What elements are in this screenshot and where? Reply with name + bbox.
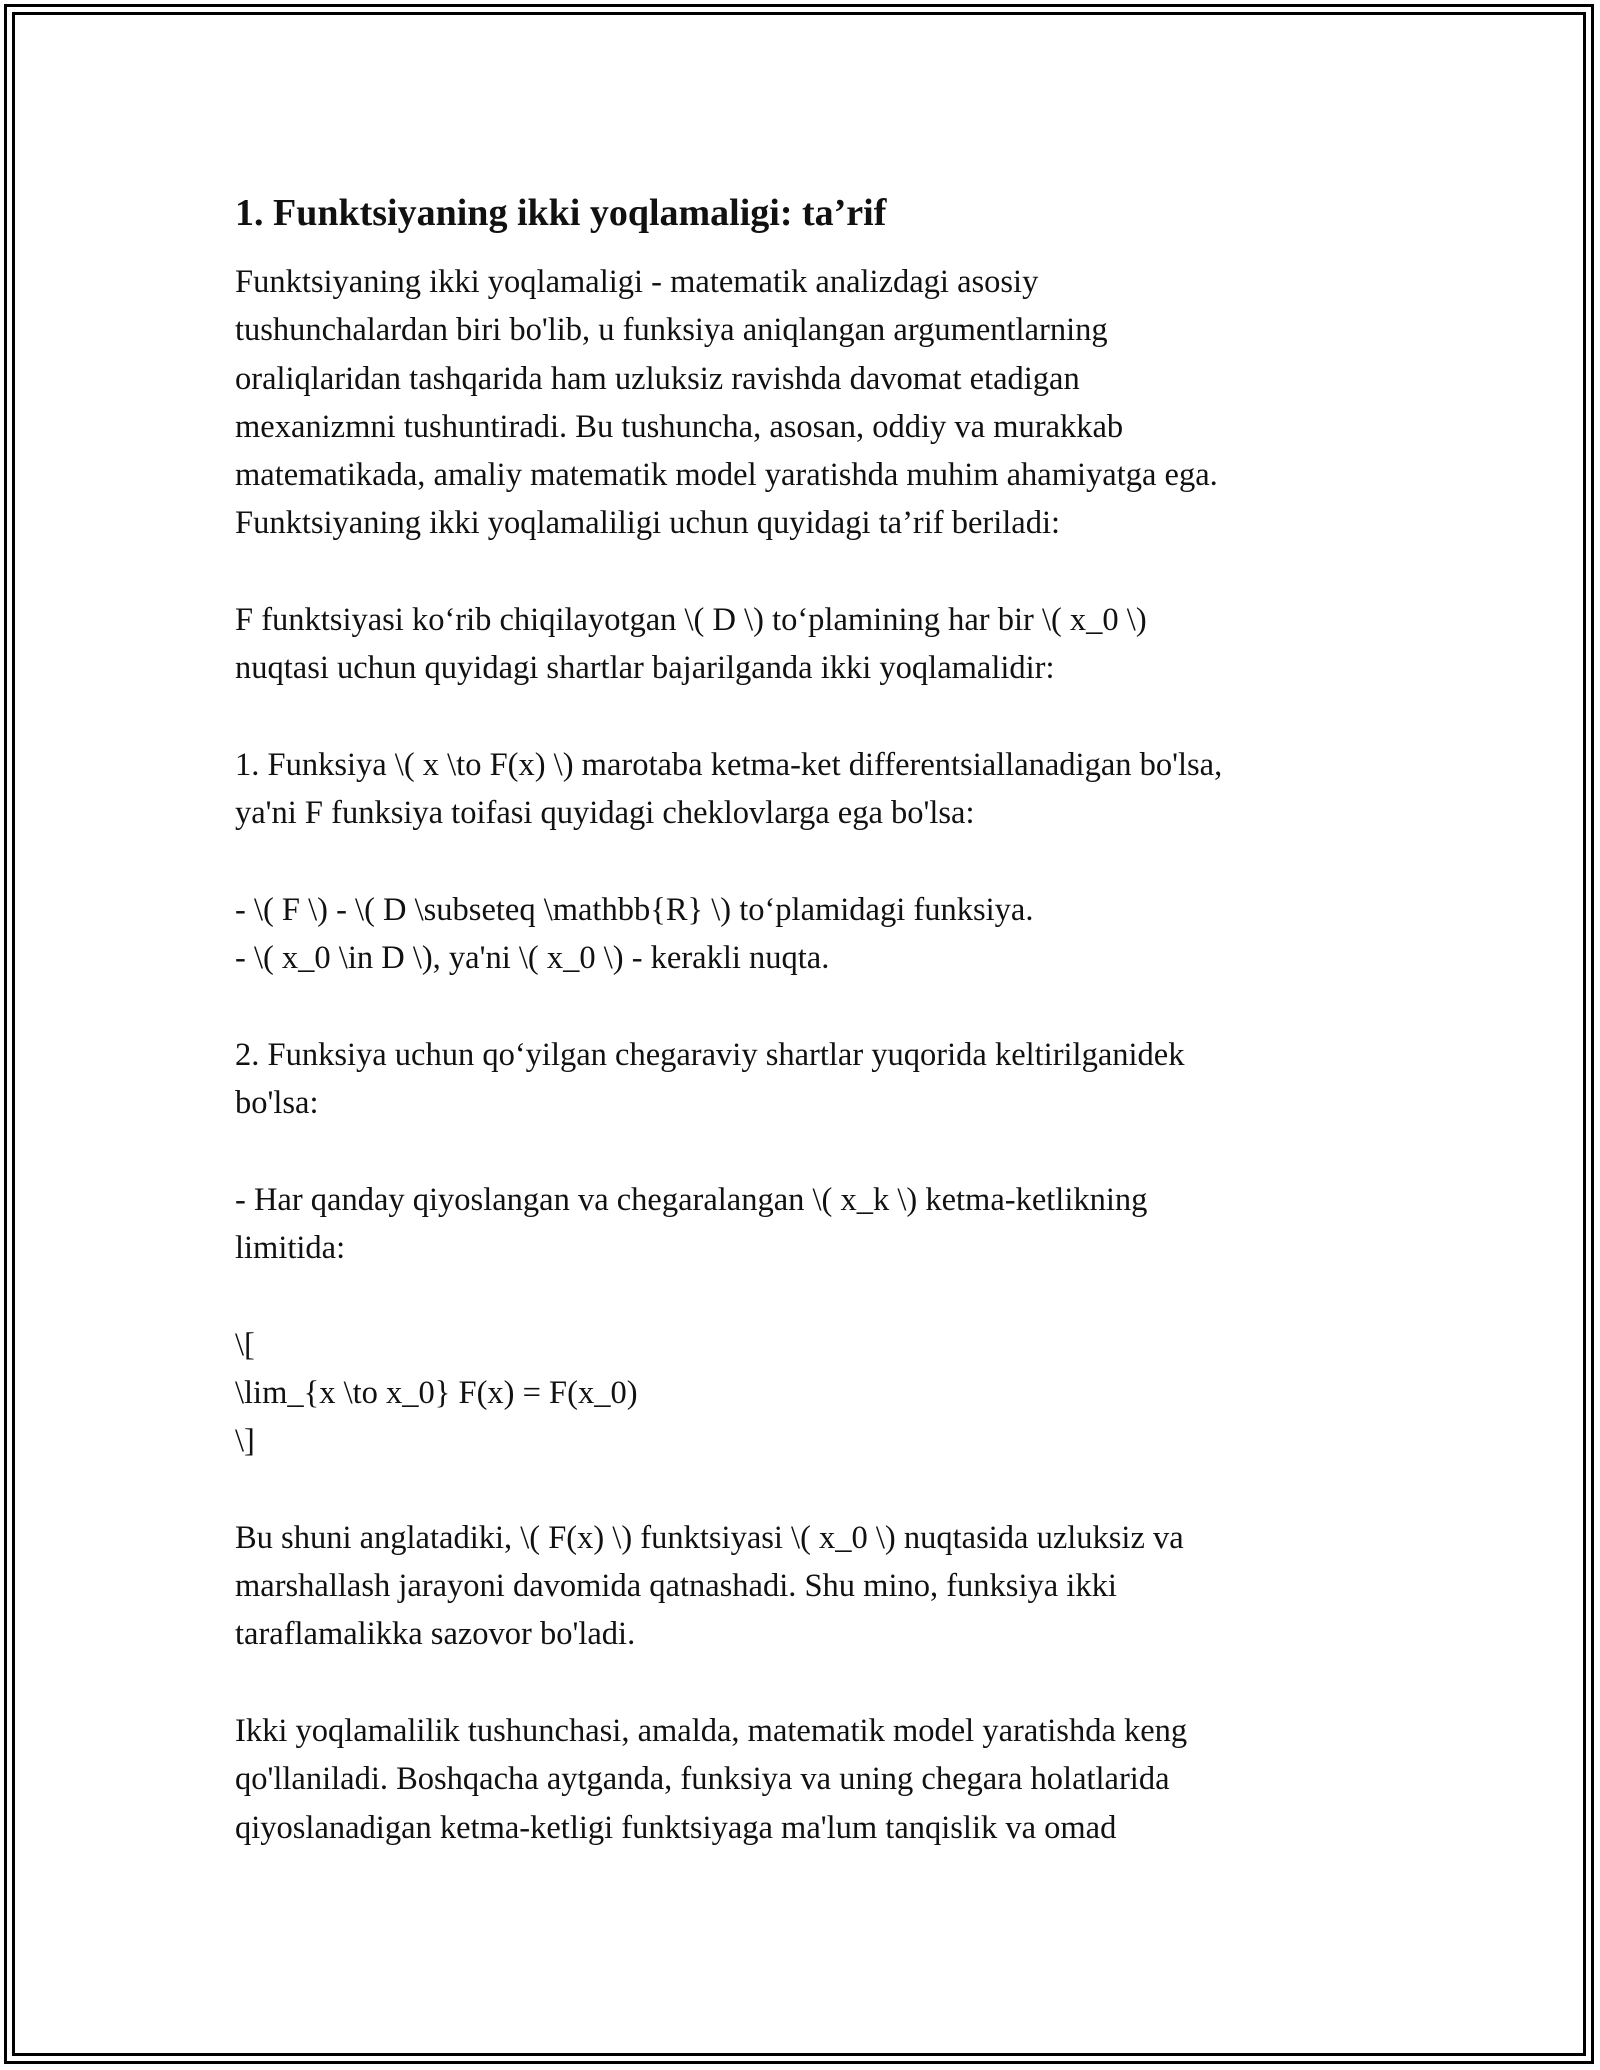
text-line: matematikada, amaliy matematik model yaratishda muhim ahamiyatga ega. [235, 457, 1218, 494]
section-heading: 1. Funktsiyaning ikki yoqlamaligi: ta’rif [235, 192, 887, 234]
text-line: F funktsiyasi ko‘rib chiqilayotgan \( D \) to‘plamining har bir \( x_0 \) [235, 602, 1147, 639]
text-line: taraflamalikka sazovor bo'ladi. [235, 1616, 636, 1653]
blank-line [235, 838, 1365, 886]
blank-line [235, 982, 1365, 1030]
text-line: qiyoslanadigan ketma-ketligi funktsiyaga ma'lum tanqislik va omad [235, 1809, 1117, 1846]
text-line: tushunchalardan biri bo'lib, u funksiya aniqlangan argumentlarning [235, 312, 1108, 349]
text-line: - Har qanday qiyoslangan va chegaralangan \( x_k \) ketma-ketlikning [235, 1181, 1148, 1218]
text-line: qo'llaniladi. Boshqacha aytganda, funksiya va uning chegara holatlarida [235, 1761, 1170, 1798]
blank-line [235, 548, 1365, 596]
blank-line [235, 1465, 1365, 1513]
text-line: ya'ni F funksiya toifasi quyidagi cheklovlarga ega bo'lsa: [235, 795, 975, 832]
text-line: \[ [235, 1326, 255, 1363]
text-line: Bu shuni anglatadiki, \( F(x) \) funktsiyasi \( x_0 \) nuqtasida uzluksiz va [235, 1519, 1184, 1556]
blank-line [235, 1659, 1365, 1707]
text-line: limitida: [235, 1229, 346, 1266]
document-body [235, 258, 1365, 1852]
blank-line [235, 693, 1365, 741]
text-line: oraliqlaridan tashqarida ham uzluksiz ravishda davomat etadigan [235, 360, 1080, 397]
text-line: marshallash jarayoni davomida qatnashadi. Shu mino, funksiya ikki [235, 1568, 1117, 1605]
text-line: Funktsiyaning ikki yoqlamaligi - matematik analizdagi asosiy [235, 264, 1039, 300]
document-content [235, 188, 1365, 1852]
text-line: 1. Funksiya \( x \to F(x) \) marotaba ketma-ket differentsiallanadigan bo'lsa, [235, 746, 1223, 783]
text-line: \] [235, 1423, 255, 1460]
text-line: - \( x_0 \in D \), ya'ni \( x_0 \) - kerakli nuqta. [235, 940, 830, 977]
text-line: bo'lsa: [235, 1085, 319, 1122]
text-line: Ikki yoqlamalilik tushunchasi, amalda, matematik model yaratishda keng [235, 1712, 1188, 1749]
text-line: Funktsiyaning ikki yoqlamaliligi uchun quyidagi ta’rif beriladi: [235, 505, 1061, 542]
text-line: \lim_{x \to x_0} F(x) = F(x_0) [235, 1374, 638, 1411]
text-line: nuqtasi uchun quyidagi shartlar bajarilganda ikki yoqlamalidir: [235, 650, 1055, 687]
blank-line [235, 1127, 1365, 1175]
text-line: 2. Funksiya uchun qo‘yilgan chegaraviy shartlar yuqorida keltirilganidek [235, 1036, 1185, 1073]
text-line: mexanizmni tushuntiradi. Bu tushuncha, asosan, oddiy va murakkab [235, 408, 1124, 445]
blank-line [235, 1272, 1365, 1320]
text-line: - \( F \) - \( D \subseteq \mathbb{R} \) to‘plamidagi funksiya. [235, 891, 1034, 928]
